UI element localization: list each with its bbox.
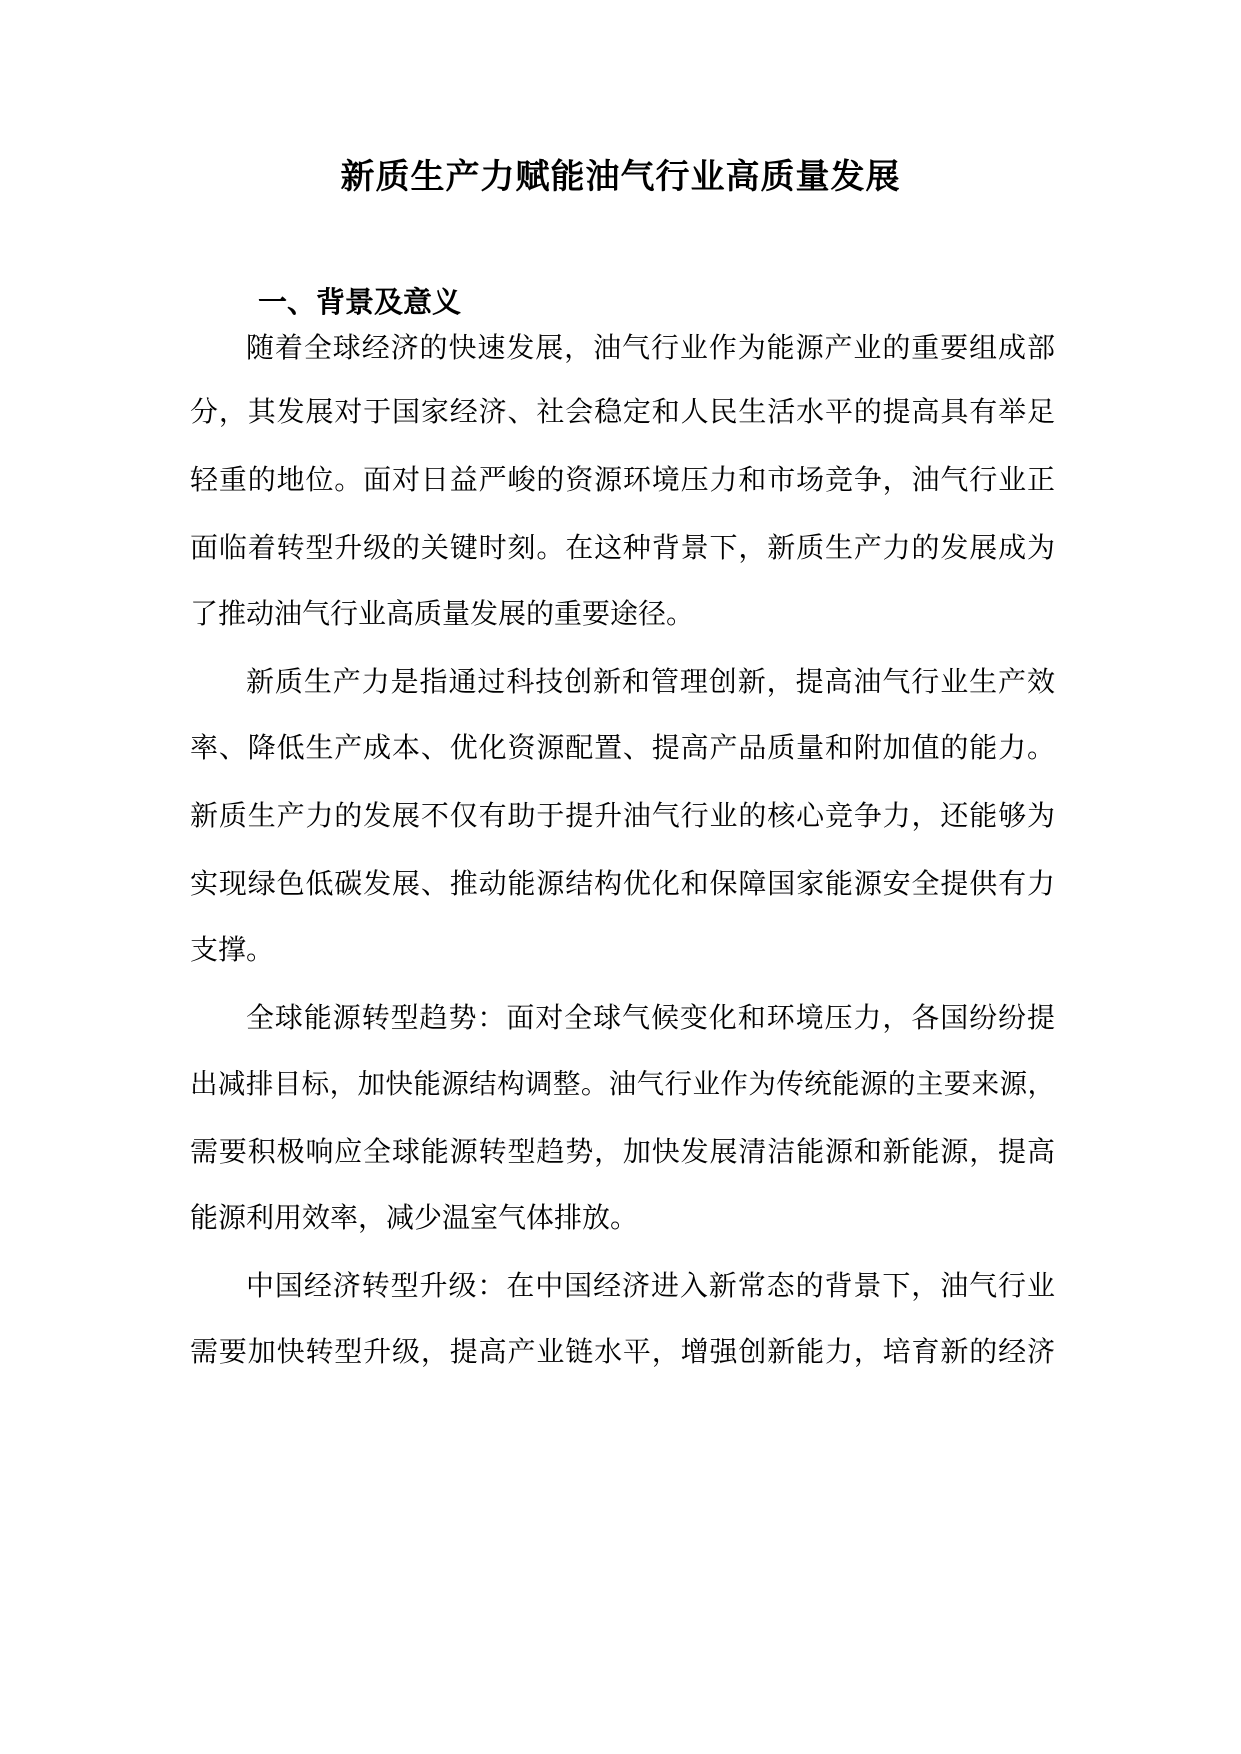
paragraph-2-line-1: 新质生产力是指通过科技创新和管理创新，提高油气行业生产效: [246, 665, 1055, 698]
paragraph-2-line-4: 实现绿色低碳发展、推动能源结构优化和保障国家能源安全提供有力: [190, 867, 1055, 900]
paragraph-3-line-4: 能源利用效率，减少温室气体排放。: [190, 1201, 639, 1234]
paragraph-3-line-3: 需要积极响应全球能源转型趋势，加快发展清洁能源和新能源，提高: [190, 1135, 1055, 1168]
paragraph-3-line-1: 全球能源转型趋势：面对全球气候变化和环境压力，各国纷纷提: [246, 1001, 1055, 1034]
paragraph-1-line-5: 了推动油气行业高质量发展的重要途径。: [190, 597, 695, 630]
paragraph-1-line-3: 轻重的地位。面对日益严峻的资源环境压力和市场竞争，油气行业正: [190, 463, 1055, 496]
paragraph-2-line-5: 支撑。: [190, 933, 275, 966]
paragraph-2-line-2: 率、降低生产成本、优化资源配置、提高产品质量和附加值的能力。: [190, 731, 1055, 764]
paragraph-3-line-2: 出减排目标，加快能源结构调整。油气行业作为传统能源的主要来源，: [190, 1068, 1055, 1100]
paragraph-4-line-1: 中国经济转型升级：在中国经济进入新常态的背景下，油气行业: [246, 1269, 1055, 1302]
paragraph-1-line-1: 随着全球经济的快速发展，油气行业作为能源产业的重要组成部: [246, 331, 1055, 364]
section-heading: 一、背景及意义: [258, 285, 462, 319]
paragraph-1-line-4: 面临着转型升级的关键时刻。在这种背景下，新质生产力的发展成为: [190, 531, 1055, 564]
paragraph-4-line-2: 需要加快转型升级，提高产业链水平，增强创新能力，培育新的经济: [190, 1335, 1055, 1368]
document-title: 新质生产力赋能油气行业高质量发展: [340, 157, 901, 197]
paragraph-1-line-2: 分，其发展对于国家经济、社会稳定和人民生活水平的提高具有举足: [190, 395, 1055, 428]
paragraph-2-line-3: 新质生产力的发展不仅有助于提升油气行业的核心竞争力，还能够为: [190, 799, 1055, 832]
